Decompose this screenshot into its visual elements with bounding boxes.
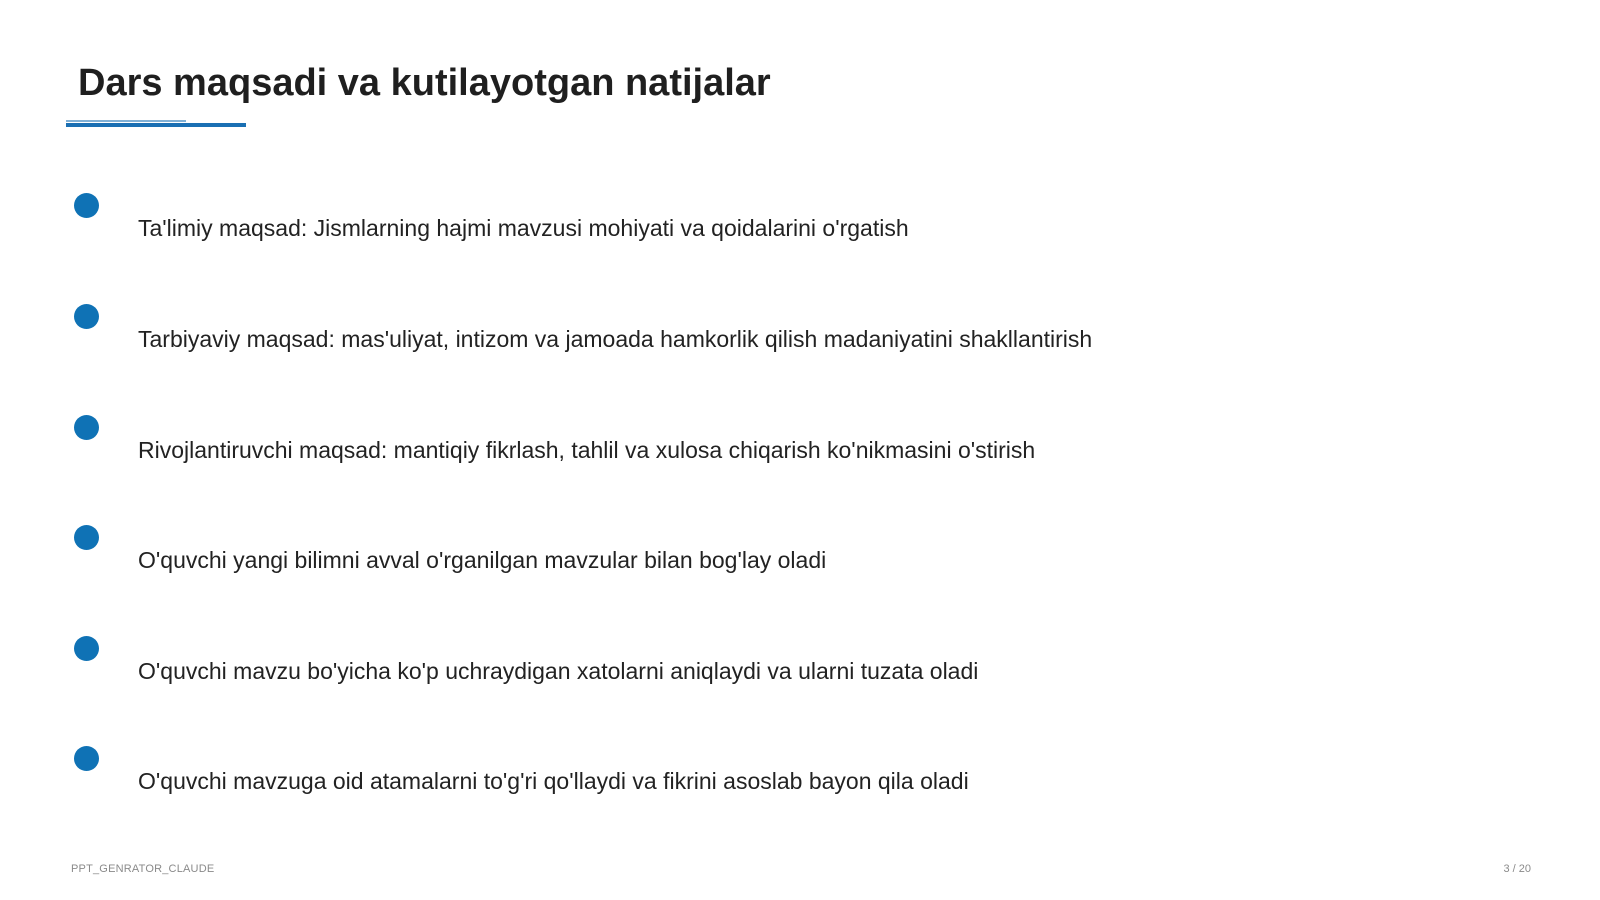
title-underline-accent	[66, 120, 186, 122]
list-item	[0, 304, 1500, 364]
list-item	[0, 415, 1500, 475]
bullet-dot-icon	[74, 304, 99, 329]
bullet-text: O'quvchi mavzuga oid atamalarni to'g'ri qo'llaydi va fikrini asoslab bayon qila oladi	[138, 768, 969, 794]
page-indicator: 3 / 20	[1503, 863, 1531, 875]
bullet-text: O'quvchi yangi bilimni avval o'rganilgan mavzular bilan bog'lay oladi	[138, 547, 827, 573]
bullet-text: Ta'limiy maqsad: Jismlarning hajmi mavzusi mohiyati va qoidalarini o'rgatish	[138, 215, 909, 241]
bullet-dot-icon	[74, 415, 99, 440]
bullet-text: Tarbiyaviy maqsad: mas'uliyat, intizom va jamoada hamkorlik qilish madaniyatini shakllantirish	[138, 326, 1093, 352]
list-item	[0, 525, 1500, 585]
bullet-dot-icon	[74, 193, 99, 218]
footer-brand: PPT_GENRATOR_CLAUDE	[71, 863, 215, 875]
bullet-dot-icon	[74, 525, 99, 550]
list-item	[0, 636, 1500, 696]
title-underline	[66, 123, 246, 127]
list-item	[0, 746, 1500, 806]
bullet-dot-icon	[74, 746, 99, 771]
list-item	[0, 193, 1500, 253]
bullet-text: O'quvchi mavzu bo'yicha ko'p uchraydigan xatolarni aniqlaydi va ularni tuzata oladi	[138, 658, 979, 684]
slide-title: Dars maqsadi va kutilayotgan natijalar	[78, 62, 771, 104]
bullet-dot-icon	[74, 636, 99, 661]
bullet-text: Rivojlantiruvchi maqsad: mantiqiy fikrlash, tahlil va xulosa chiqarish ko'nikmasini o'stirish	[138, 437, 1036, 463]
